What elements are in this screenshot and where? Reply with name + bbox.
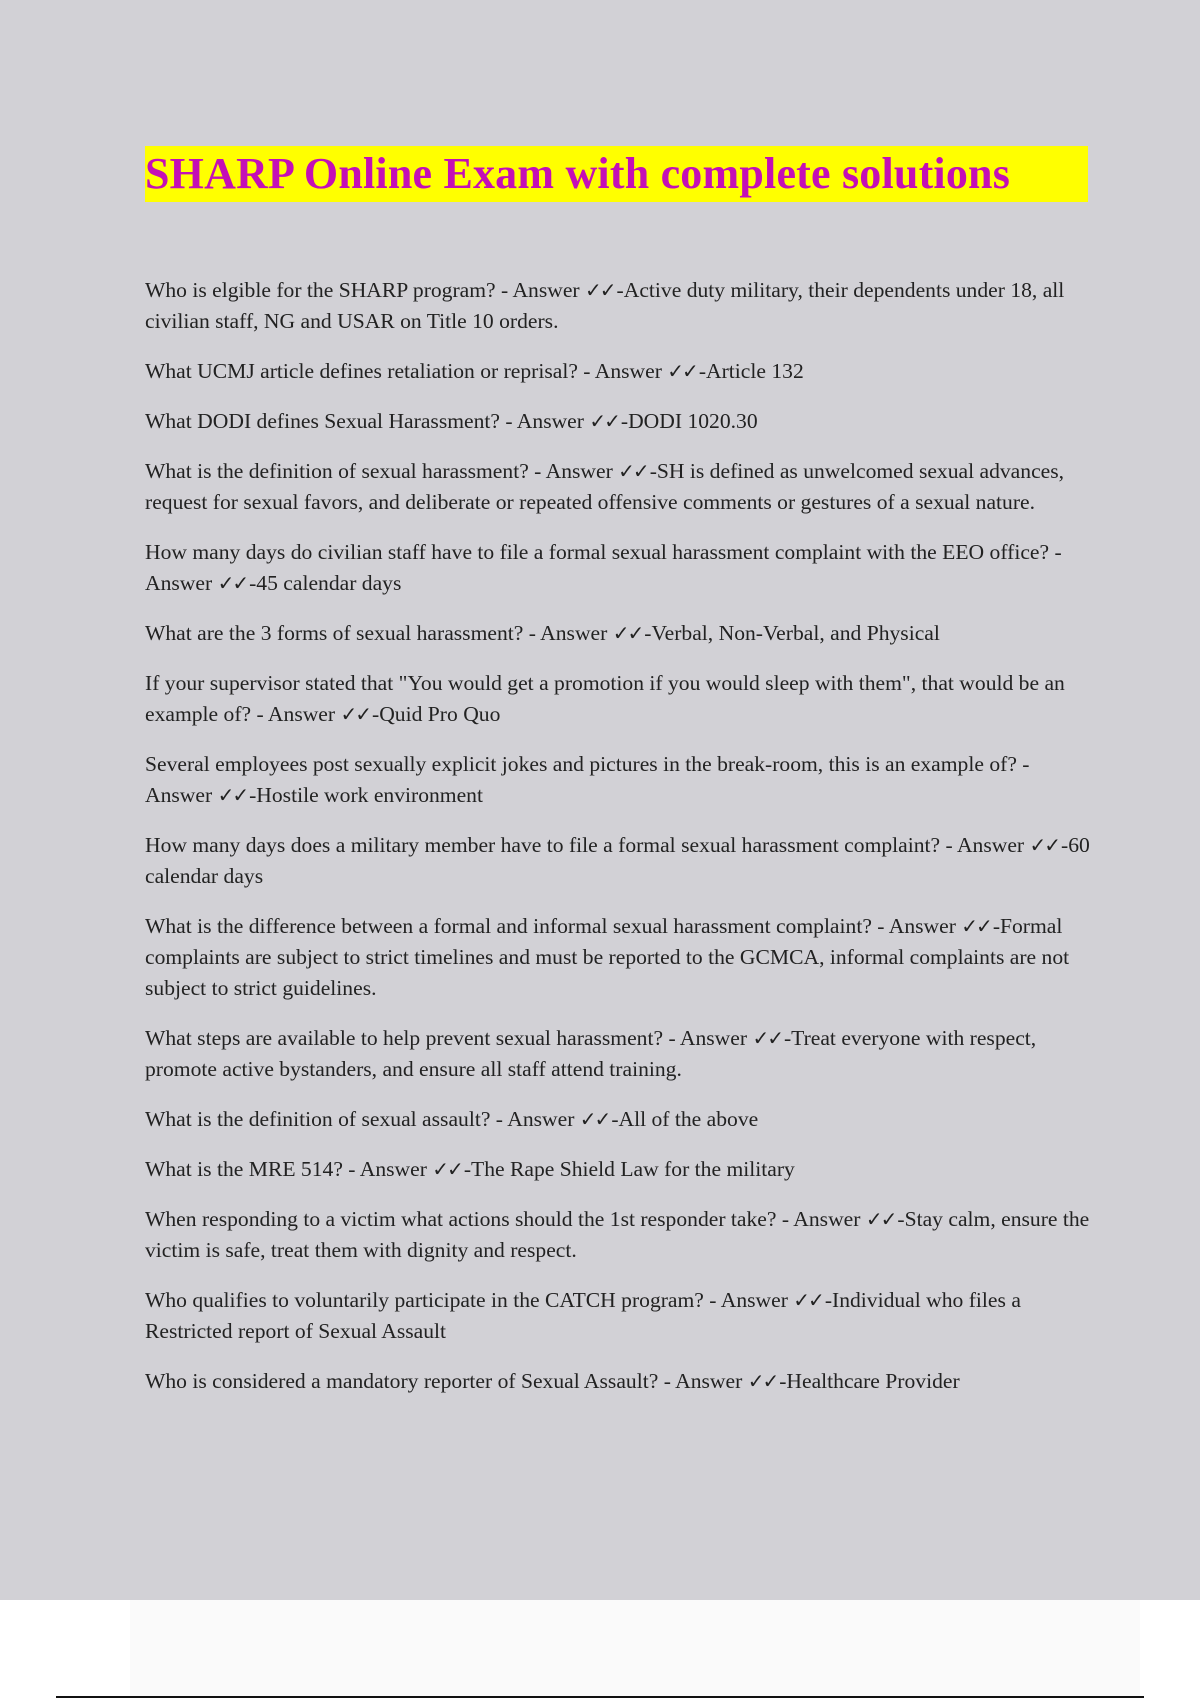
answer-text: -Healthcare Provider — [779, 1369, 960, 1393]
double-check-icon: ✓✓ — [579, 1107, 610, 1131]
answer-label: Answer — [359, 1157, 427, 1181]
qa-item — [145, 911, 1090, 1004]
double-check-icon: ✓✓ — [612, 621, 643, 645]
answer-label: Answer — [145, 571, 213, 595]
qa-item — [145, 618, 1090, 649]
qa-item — [145, 356, 1090, 387]
qa-item — [145, 1204, 1090, 1266]
question-text: How many days do civilian staff have to file a formal sexual harassment complaint with the EEO office? - — [145, 540, 1062, 564]
double-check-icon: ✓✓ — [747, 1369, 778, 1393]
answer-label: Answer — [507, 1107, 575, 1131]
qa-item — [145, 1104, 1090, 1135]
answer-text: -The Rape Shield Law for the military — [463, 1157, 795, 1181]
double-check-icon: ✓✓ — [340, 702, 371, 726]
double-check-icon: ✓✓ — [618, 459, 648, 483]
answer-text: -Stay calm, ensure the victim is safe, treat them with dignity and respect. — [145, 1207, 1090, 1262]
answer-text: -Article 132 — [698, 359, 804, 383]
qa-item — [145, 537, 1090, 599]
qa-item — [145, 1023, 1090, 1085]
qa-list — [145, 275, 1090, 1416]
footer-divider — [56, 1696, 1144, 1698]
question-text: What steps are available to help prevent sexual harassment? - — [145, 1026, 676, 1050]
page-footer-area — [130, 1600, 1140, 1696]
double-check-icon: ✓✓ — [752, 1026, 782, 1050]
answer-label: Answer — [540, 621, 608, 645]
question-text: What is the MRE 514? - — [145, 1157, 356, 1181]
answer-text: -Treat everyone with respect, promote active bystanders, and ensure all staff attend training. — [145, 1026, 1037, 1081]
question-text: Who is elgible for the SHARP program? - — [145, 278, 509, 302]
qa-item — [145, 1285, 1090, 1347]
answer-text: -Formal complaints are subject to strict timelines and must be reported to the GCMCA, informal complaints are not subject to strict guidelines. — [145, 914, 1070, 1000]
qa-item — [145, 406, 1090, 437]
answer-text: -Hostile work environment — [249, 783, 483, 807]
question-text: What is the definition of sexual assault? - — [145, 1107, 503, 1131]
answer-text: -60 calendar days — [145, 833, 1090, 888]
double-check-icon: ✓✓ — [432, 1157, 462, 1181]
answer-text: -45 calendar days — [249, 571, 402, 595]
double-check-icon: ✓✓ — [217, 571, 248, 595]
answer-label: Answer — [267, 702, 336, 726]
answer-label: Answer — [145, 783, 213, 807]
double-check-icon: ✓✓ — [585, 278, 615, 302]
double-check-icon: ✓✓ — [793, 1288, 823, 1312]
answer-text: -Verbal, Non-Verbal, and Physical — [644, 621, 940, 645]
double-check-icon: ✓✓ — [961, 914, 991, 938]
question-text: What UCMJ article defines retaliation or reprisal? - — [145, 359, 591, 383]
answer-text: -SH is defined as unwelcomed sexual advances, request for sexual favors, and deliberate or repeated offensive comments or gestures of a sexual nature. — [145, 459, 1065, 514]
question-text: When responding to a victim what actions should the 1st responder take? - — [145, 1207, 790, 1231]
document-title: SHARP Online Exam with complete solutions — [145, 146, 1088, 202]
question-text: Who qualifies to voluntarily participate in the CATCH program? - — [145, 1288, 717, 1312]
double-check-icon: ✓✓ — [865, 1207, 896, 1231]
qa-item — [145, 1366, 1090, 1397]
answer-label: Answer — [679, 1026, 748, 1050]
qa-item — [145, 456, 1090, 518]
answer-label: Answer — [888, 914, 956, 938]
question-text: What DODI defines Sexual Harassment? - — [145, 409, 513, 433]
qa-item — [145, 1154, 1090, 1185]
double-check-icon: ✓✓ — [589, 409, 619, 433]
answer-label: Answer — [793, 1207, 861, 1231]
answer-text: -Quid Pro Quo — [372, 702, 501, 726]
question-text: What is the definition of sexual harassment? - — [145, 459, 542, 483]
qa-item — [145, 749, 1090, 811]
answer-label: Answer — [545, 459, 613, 483]
question-text: Who is considered a mandatory reporter of Sexual Assault? - — [145, 1369, 671, 1393]
answer-label: Answer — [720, 1288, 788, 1312]
answer-text: -DODI 1020.30 — [620, 409, 758, 433]
double-check-icon: ✓✓ — [217, 783, 248, 807]
question-text: How many days does a military member have to file a formal sexual harassment complaint? - — [145, 833, 953, 857]
answer-label: Answer — [512, 278, 580, 302]
qa-item — [145, 275, 1090, 337]
answer-text: -Individual who files a Restricted report of Sexual Assault — [145, 1288, 1021, 1343]
qa-item — [145, 830, 1090, 892]
qa-item — [145, 668, 1090, 730]
question-text: If your supervisor stated that "You would get a promotion if you would sleep with them", that would be an example of? - — [145, 671, 1065, 726]
question-text: What is the difference between a formal and informal sexual harassment complaint? - — [145, 914, 885, 938]
question-text: What are the 3 forms of sexual harassment? - — [145, 621, 536, 645]
answer-label: Answer — [594, 359, 662, 383]
double-check-icon: ✓✓ — [1029, 833, 1060, 857]
answer-text: -All of the above — [611, 1107, 759, 1131]
answer-label: Answer — [956, 833, 1025, 857]
question-text: Several employees post sexually explicit jokes and pictures in the break-room, this is an example of? - — [145, 752, 1030, 776]
answer-label: Answer — [516, 409, 584, 433]
double-check-icon: ✓✓ — [667, 359, 697, 383]
answer-label: Answer — [675, 1369, 743, 1393]
answer-text: -Active duty military, their dependents under 18, all civilian staff, NG and USAR on Title 10 orders. — [145, 278, 1065, 333]
